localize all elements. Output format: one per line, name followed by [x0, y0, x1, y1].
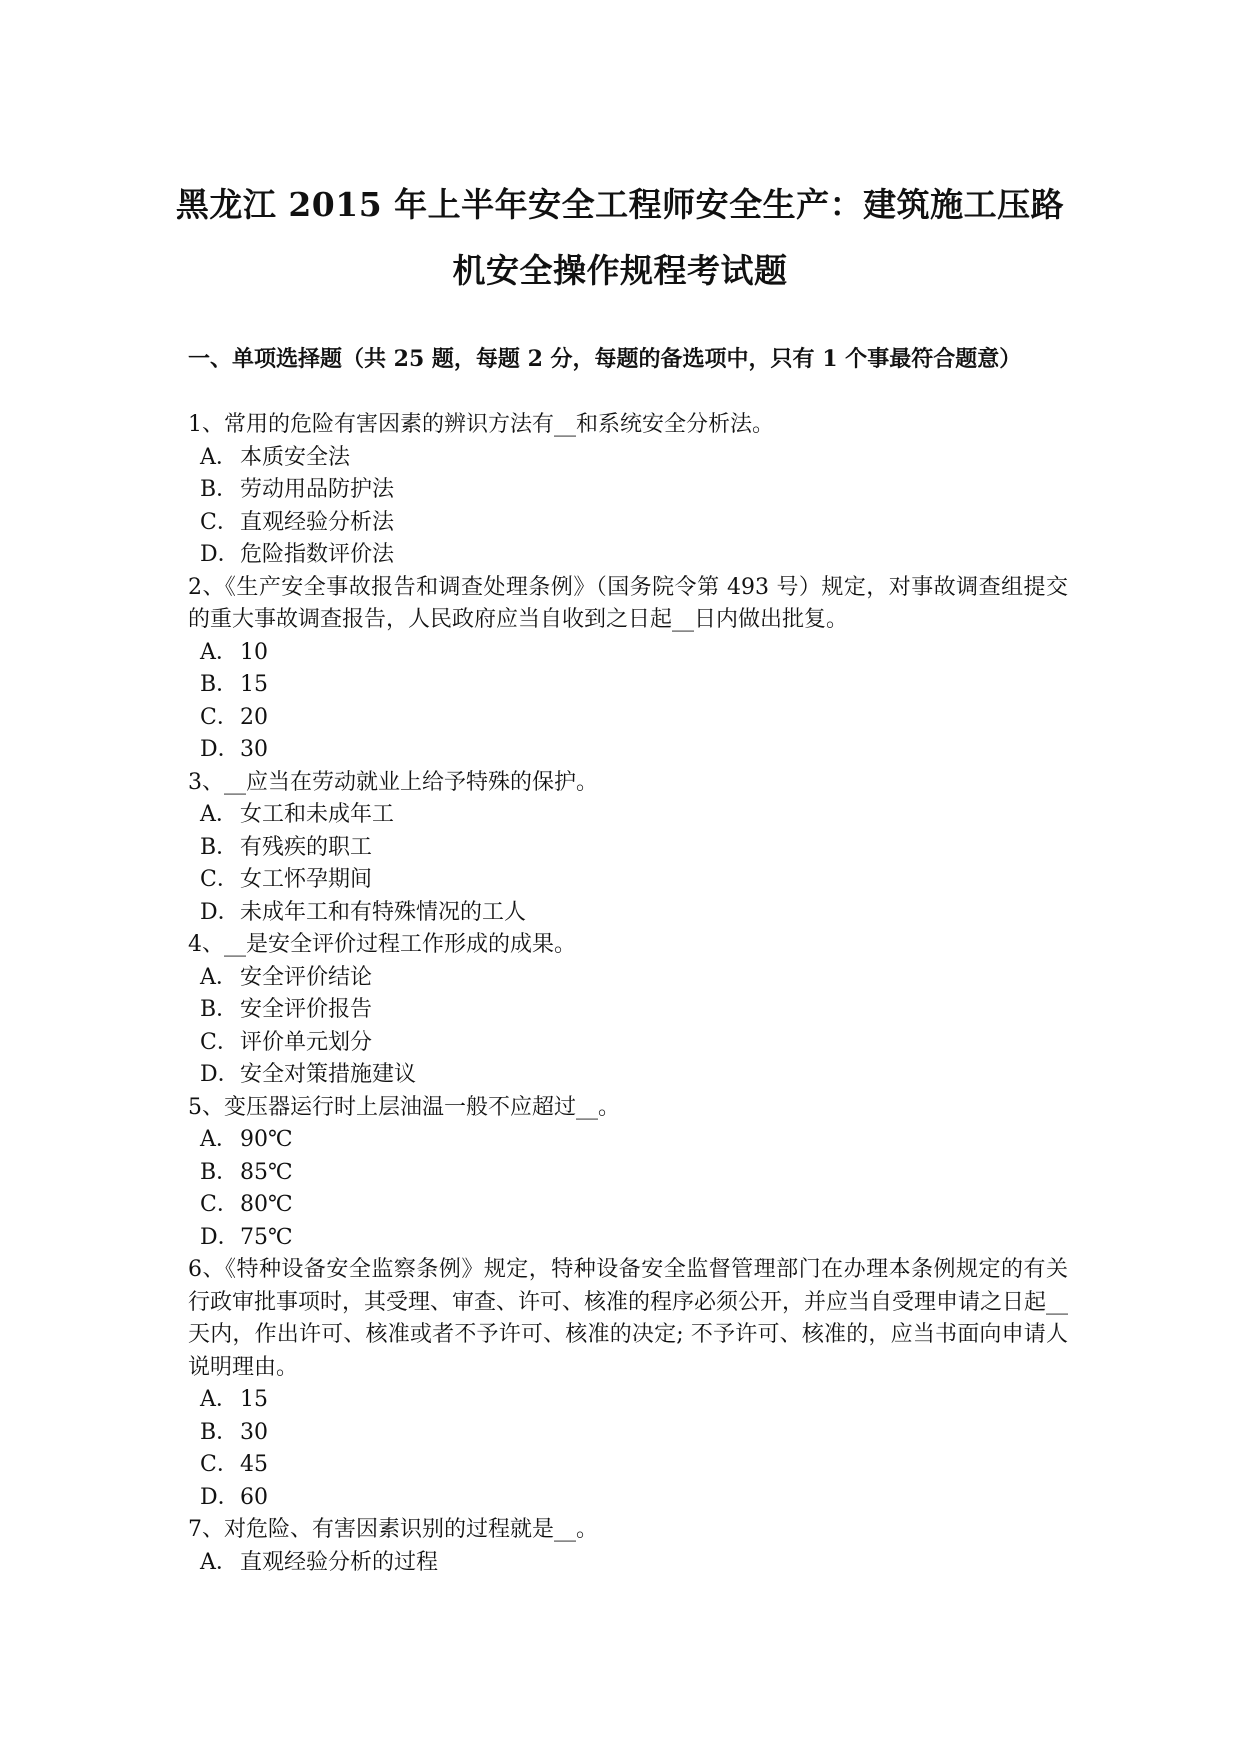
option-item — [188, 669, 1068, 702]
option-letter: D． — [200, 737, 240, 762]
option-letter: C． — [200, 704, 239, 730]
option-text: 有残疾的职工 — [240, 834, 373, 860]
option-item — [188, 799, 1068, 832]
option-text: 未成年工和有特殊情况的工人 — [240, 899, 527, 925]
option-text: 30 — [240, 737, 268, 762]
section-heading: 一、单项选择题（共 25 题，每题 2 分，每题的备选项中，只有 1 个事最符合题意） — [188, 346, 1022, 372]
option-text: 女工和未成年工 — [240, 802, 395, 827]
option-text: 安全对策措施建议 — [240, 1062, 417, 1087]
option-text: 本质安全法 — [240, 444, 351, 470]
question-text: 7、对危险、有害因素识别的过程就是__。 — [188, 1517, 598, 1542]
option-item — [188, 994, 1068, 1027]
option-letter: B． — [200, 997, 239, 1022]
option-text: 15 — [240, 672, 268, 697]
title-line-2: 机安全操作规程考试题 — [452, 251, 788, 290]
option-text: 10 — [240, 639, 268, 665]
option-letter: B． — [200, 834, 239, 860]
option-item — [188, 539, 1068, 572]
document-title — [170, 172, 1070, 304]
option-item — [188, 702, 1068, 735]
option-text: 安全评价结论 — [240, 964, 373, 990]
option-item — [188, 1157, 1068, 1190]
option-letter: B． — [200, 1159, 239, 1185]
option-item — [188, 1384, 1068, 1417]
option-item — [188, 1449, 1068, 1482]
option-item — [188, 832, 1068, 865]
option-letter: D． — [200, 1224, 240, 1250]
option-item — [188, 1222, 1068, 1255]
option-item — [188, 442, 1068, 475]
option-text: 30 — [240, 1419, 268, 1445]
option-letter: A． — [200, 802, 238, 827]
option-item — [188, 507, 1068, 540]
option-item — [188, 897, 1068, 930]
option-text: 75℃ — [240, 1224, 293, 1250]
option-letter: A． — [200, 639, 238, 665]
question-list — [188, 409, 1068, 1579]
option-item — [188, 734, 1068, 767]
option-item — [188, 474, 1068, 507]
option-text: 20 — [240, 704, 268, 730]
option-text: 85℃ — [240, 1159, 293, 1185]
option-text: 90℃ — [240, 1127, 293, 1152]
question-text: 2、《生产安全事故报告和调查处理条例》（国务院令第 493 号）规定，对事故调查组提交的重大事故调查报告，人民政府应当自收到之日起__日内做出批复。 — [188, 574, 1068, 632]
question-text: 5、变压器运行时上层油温一般不应超过__。 — [188, 1094, 620, 1120]
option-text: 安全评价报告 — [240, 997, 373, 1022]
option-item — [188, 1482, 1068, 1515]
option-item — [188, 1547, 1068, 1580]
option-text: 女工怀孕期间 — [240, 867, 373, 892]
option-item — [188, 864, 1068, 897]
option-letter: B． — [200, 1419, 239, 1445]
option-letter: D． — [200, 542, 240, 567]
option-letter: C． — [200, 1192, 239, 1217]
option-text: 60 — [240, 1484, 268, 1510]
option-text: 危险指数评价法 — [240, 542, 395, 567]
option-letter: C． — [200, 1029, 239, 1055]
option-letter: A． — [200, 444, 238, 470]
option-item — [188, 1189, 1068, 1222]
option-text: 直观经验分析法 — [240, 509, 395, 535]
option-letter: D． — [200, 1062, 240, 1087]
question-text: 6、《特种设备安全监察条例》规定，特种设备安全监督管理部门在办理本条例规定的有关行政审批事项时，其受理、审查、许可、核准的程序必须公开，并应当自受理申请之日起__天内，作出许可、核准或者不予许可、核准的决定; 不予许可、核准的，应当书面向申请人说明理由。 — [188, 1257, 1069, 1380]
option-letter: B． — [200, 477, 239, 502]
option-letter: C． — [200, 1452, 239, 1477]
question-text: 3、__应当在劳动就业上给予特殊的保护。 — [188, 769, 598, 795]
option-letter: D． — [200, 1484, 240, 1510]
option-text: 劳动用品防护法 — [240, 477, 395, 502]
option-item — [188, 1027, 1068, 1060]
option-letter: B． — [200, 672, 239, 697]
option-item — [188, 1417, 1068, 1450]
option-letter: A． — [200, 964, 238, 990]
option-letter: C． — [200, 867, 239, 892]
option-item — [188, 962, 1068, 995]
option-letter: C． — [200, 509, 239, 535]
option-item — [188, 1059, 1068, 1092]
option-text: 15 — [240, 1387, 268, 1412]
option-letter: D． — [200, 899, 240, 925]
option-item — [188, 1124, 1068, 1157]
option-text: 直观经验分析的过程 — [240, 1549, 439, 1575]
option-text: 45 — [240, 1452, 268, 1477]
title-line-1: 黑龙江 2015 年上半年安全工程师安全生产：建筑施工压路 — [175, 185, 1065, 224]
option-text: 80℃ — [240, 1192, 293, 1217]
question-text: 1、常用的危险有害因素的辨识方法有__和系统安全分析法。 — [188, 412, 774, 437]
option-text: 评价单元划分 — [240, 1029, 373, 1055]
option-letter: A． — [200, 1549, 238, 1575]
question-text: 4、__是安全评价过程工作形成的成果。 — [188, 932, 576, 957]
option-letter: A． — [200, 1127, 238, 1152]
option-item — [188, 637, 1068, 670]
option-letter: A． — [200, 1387, 238, 1412]
